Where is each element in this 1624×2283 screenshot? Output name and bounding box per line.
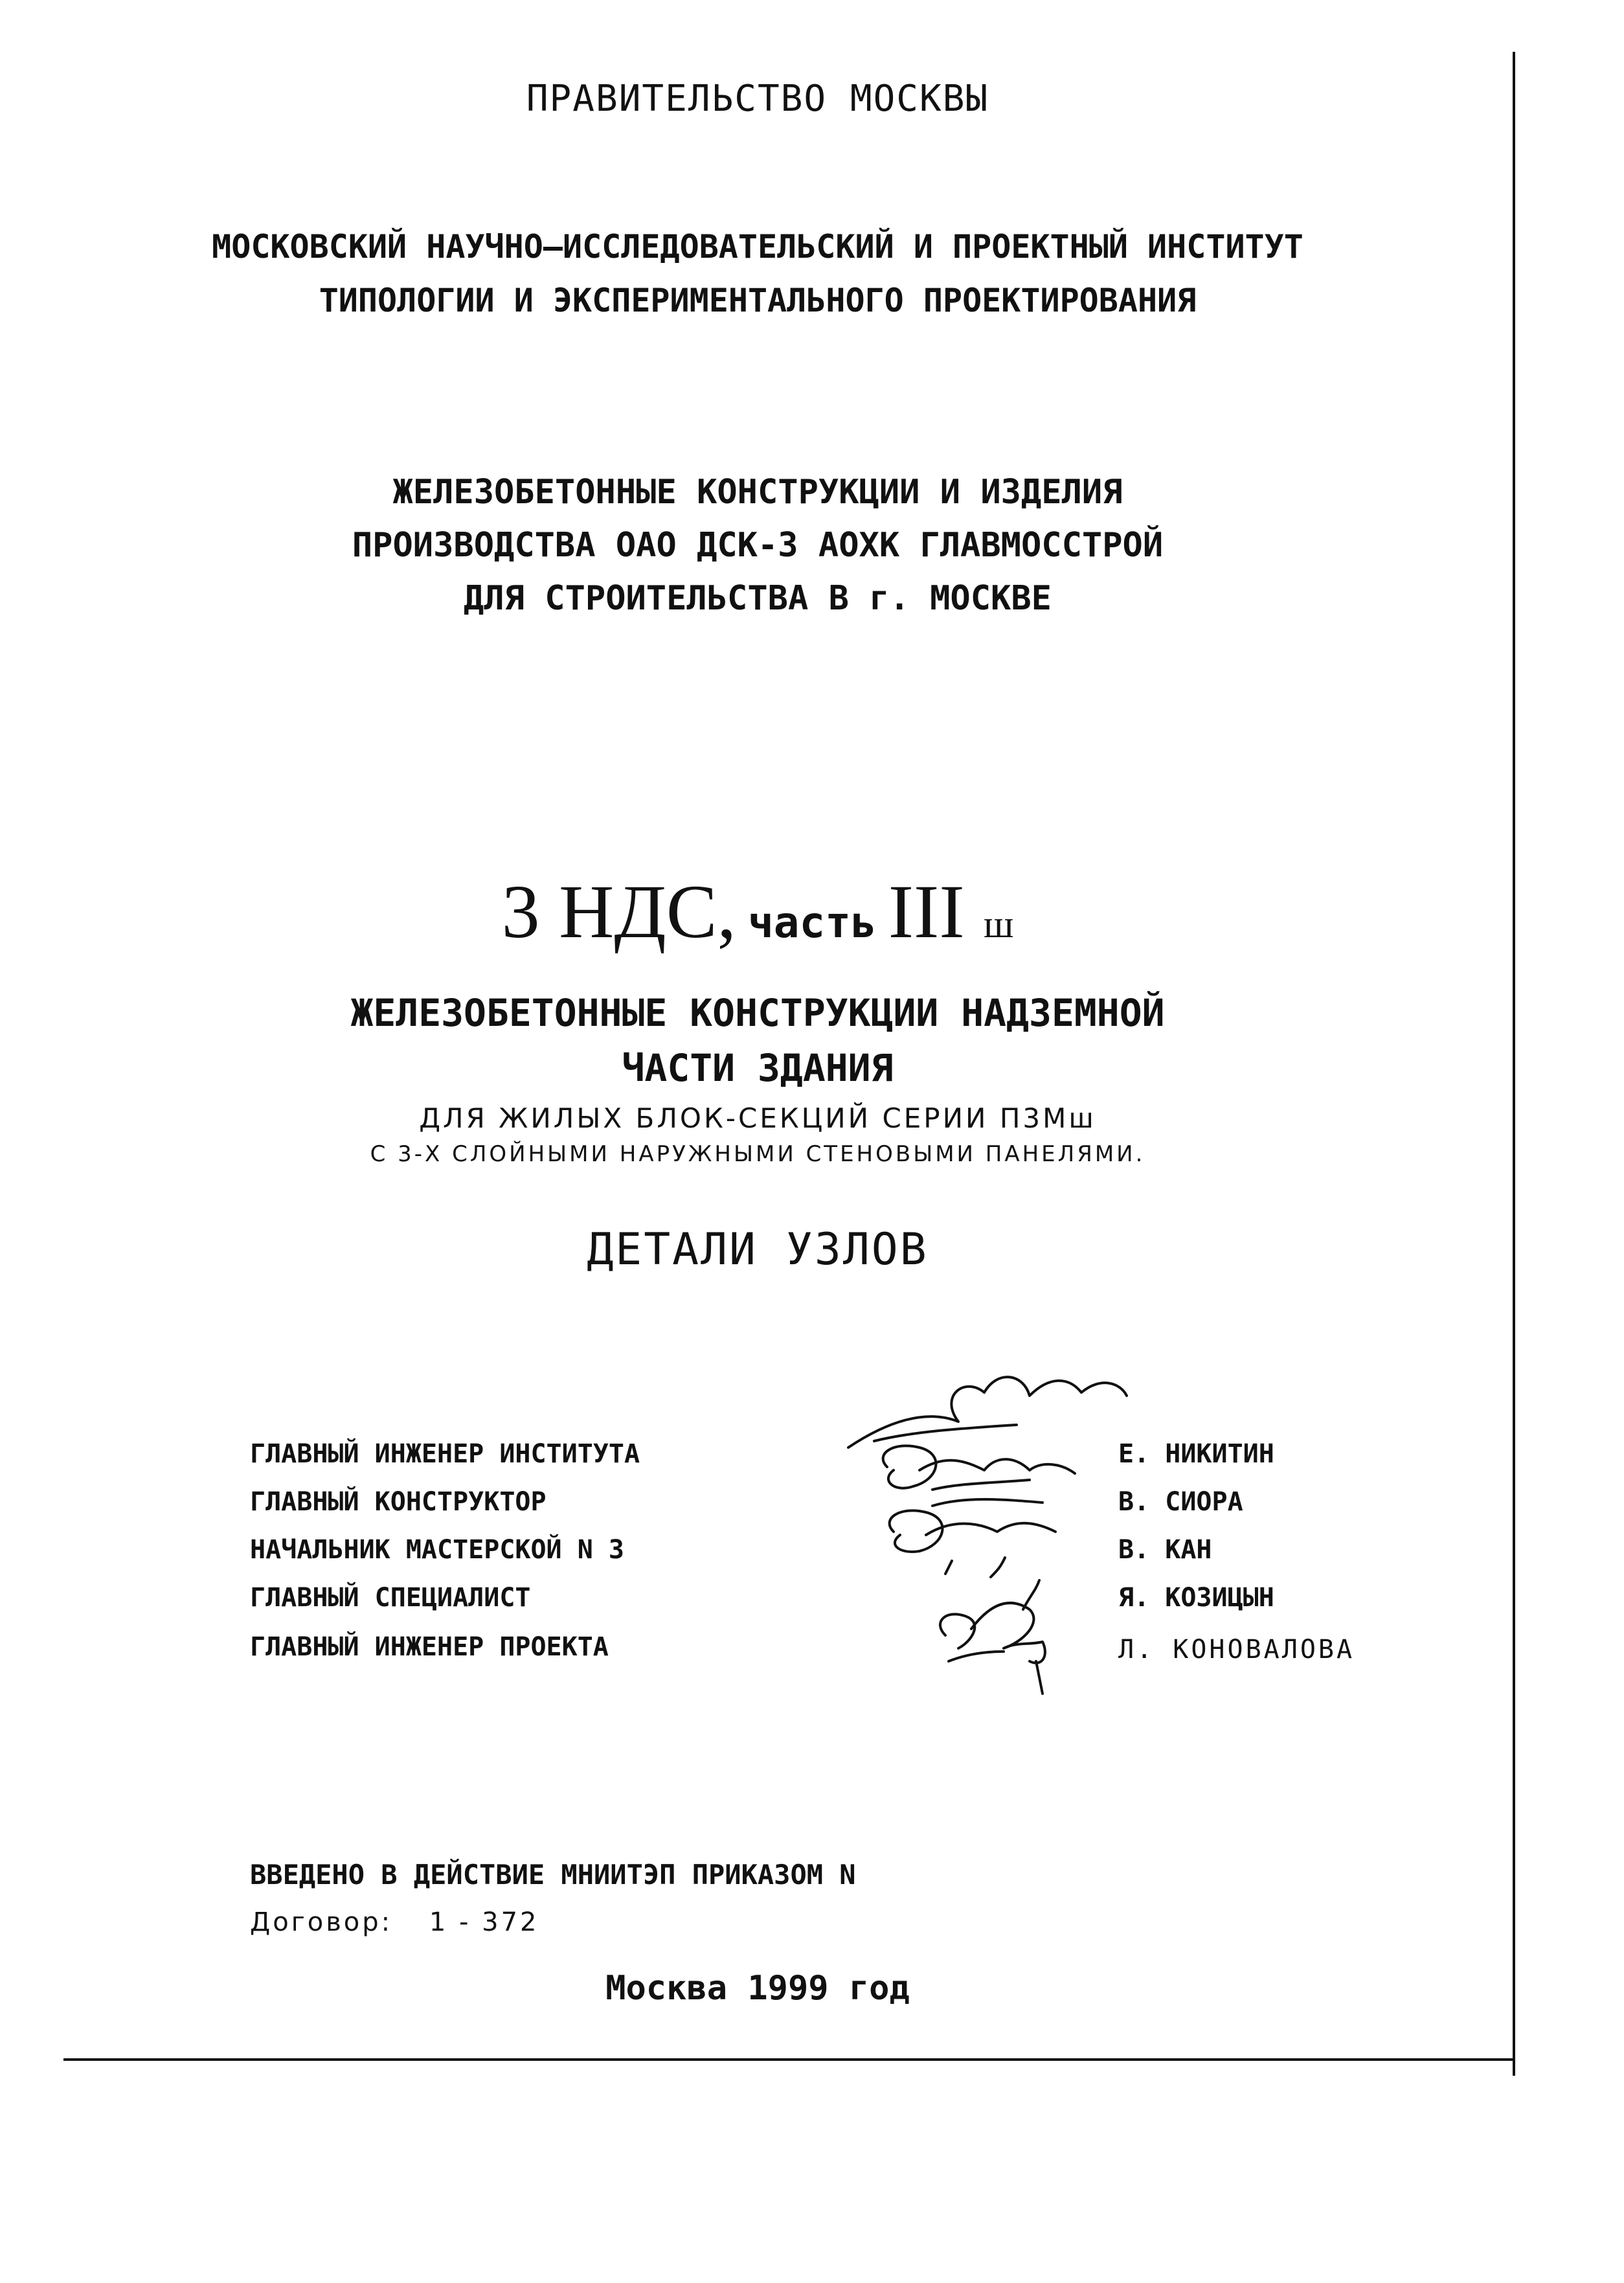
city-and-year: Москва 1999 год — [605, 1969, 910, 2008]
document-title-line-1: ЖЕЛЕЗОБЕТОННЫЕ КОНСТРУКЦИИ НАДЗЕМНОЙ — [350, 991, 1165, 1035]
signatory-role: ГЛАВНЫЙ СПЕЦИАЛИСТ — [250, 1583, 531, 1613]
document-code — [0, 868, 1515, 956]
signatory-name: Л. КОНОВАЛОВА — [1118, 1635, 1355, 1664]
signatory-role: ГЛАВНЫЙ ИНЖЕНЕР ПРОЕКТА — [250, 1632, 609, 1662]
signatory-role: ГЛАВНЫЙ КОНСТРУКТОР — [250, 1487, 547, 1517]
institute-name-line-1: МОСКОВСКИЙ НАУЧНО–ИССЛЕДОВАТЕЛЬСКИЙ И ПРОЕКТНЫЙ ИНСТИТУТ — [212, 228, 1303, 266]
government-heading: ПРАВИТЕЛЬСТВО МОСКВЫ — [526, 78, 989, 120]
signatory-name: В. СИОРА — [1118, 1487, 1243, 1517]
document-subtitle-line-2: С 3-Х СЛОЙНЫМИ НАРУЖНЫМИ СТЕНОВЫМИ ПАНЕЛЯМИ. — [370, 1141, 1145, 1167]
contract-line — [250, 1907, 539, 1937]
signatory-role: ГЛАВНЫЙ ИНЖЕНЕР ИНСТИТУТА — [250, 1439, 640, 1469]
contract-label: Договор: — [250, 1907, 393, 1937]
signatory-name: Я. КОЗИЦЫН — [1118, 1583, 1274, 1613]
document-title-line-2: ЧАСТИ ЗДАНИЯ — [622, 1046, 894, 1090]
contract-number: 1 - 372 — [429, 1907, 539, 1937]
section-title: ДЕТАЛИ УЗЛОВ — [587, 1224, 929, 1275]
production-line-1: ЖЕЛЕЗОБЕТОННЫЕ КОНСТРУКЦИИ И ИЗДЕЛИЯ — [392, 473, 1123, 512]
signatory-role: НАЧАЛЬНИК МАСТЕРСКОЙ N 3 — [250, 1535, 624, 1565]
signatory-name: В. КАН — [1118, 1535, 1212, 1565]
document-code-main: 3 НДС, — [501, 869, 737, 954]
frame-bottom-border — [63, 2058, 1515, 2061]
document-subtitle-line-1: ДЛЯ ЖИЛЫХ БЛОК-СЕКЦИЙ СЕРИИ П3Мш — [419, 1102, 1096, 1134]
introduced-note: ВВЕДЕНО В ДЕЙСТВИЕ МНИИТЭП ПРИКАЗОМ N — [250, 1859, 856, 1891]
document-part-suffix: ш — [984, 903, 1014, 946]
production-line-2: ПРОИЗВОДСТВА ОАО ДСК-3 АОХК ГЛАВМОССТРОЙ — [352, 526, 1164, 565]
signatory-name: Е. НИКИТИН — [1118, 1439, 1274, 1469]
production-line-3: ДЛЯ СТРОИТЕЛЬСТВА В г. МОСКВЕ — [464, 579, 1052, 618]
handwritten-signatures — [835, 1357, 1133, 1720]
document-part-label: часть — [748, 898, 877, 948]
institute-name-line-2: ТИПОЛОГИИ И ЭКСПЕРИМЕНТАЛЬНОГО ПРОЕКТИРОВАНИЯ — [319, 282, 1197, 319]
document-part-number: III — [888, 869, 965, 954]
